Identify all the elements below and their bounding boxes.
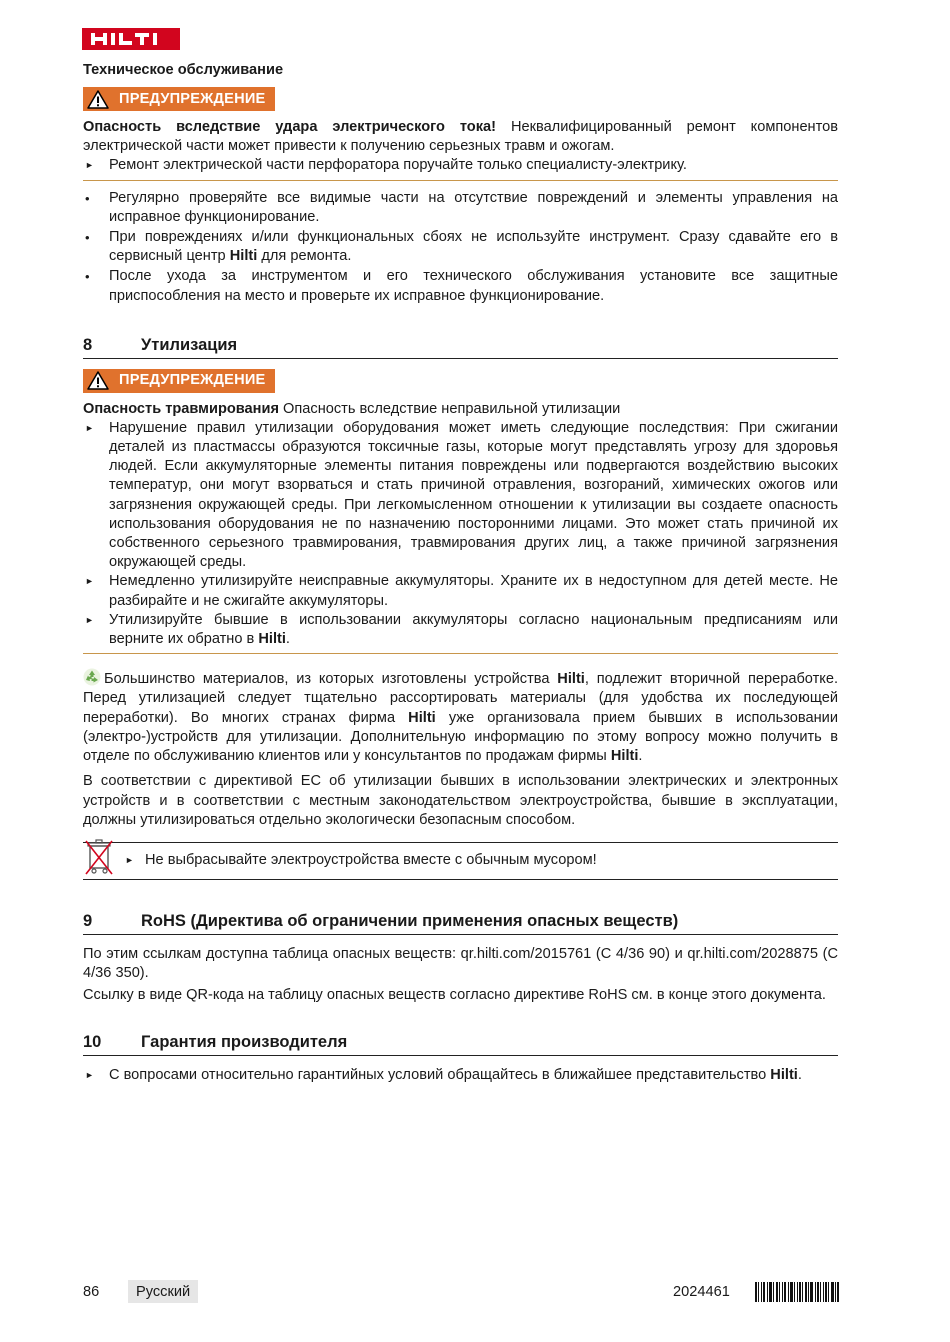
warning-badge — [83, 369, 275, 393]
rohs-links-paragraph: По этим ссылкам доступна таблица опасных веществ: qr.hilti.com/2015761 (C 4/36 90) и qr.hilti.com/2028875 (C 4/36 350). — [83, 946, 838, 982]
list-item: ► Немедленно утилизируйте неисправные аккумуляторы. Храните их в недоступном для детей месте. Не разбирайте и не сжигайте аккумуляторы. — [85, 573, 838, 609]
page-content — [83, 58, 838, 1085]
arrow-bullet-icon: ► — [85, 614, 94, 625]
page-number: 86 — [83, 1284, 100, 1300]
warning-text: Опасность вследствие неправильной утилизации — [283, 400, 621, 417]
arrow-bullet-icon: ► — [85, 160, 94, 171]
maintenance-subhead: Техническое обслуживание — [83, 62, 284, 78]
disposal-warning-block — [83, 369, 838, 654]
section-9-title: 9 RoHS (Директива об ограничении применения опасных веществ) — [83, 912, 838, 935]
electric-warning-block — [83, 87, 838, 180]
document-code: 2024461 — [673, 1284, 730, 1300]
arrow-bullet-icon: ► — [125, 855, 134, 866]
recycling-paragraph: Большинство материалов, из которых изготовлены устройства Hilti, подлежит вторичной переработке. Перед утилизацией следует тщательно рассортировать материалы (для удобства их последующей переработки). Во многих странах фирма Hilti уже организовала прием бывших в использовании (электро-)устройств для утилизации. Дополнительную информацию по этому вопросу можно получить в отделе по обслуживанию клиентов или у консультантов по продажам фирмы Hilti. — [83, 668, 838, 766]
list-item: • Регулярно проверяйте все видимые части на отсутствие повреждений и элементы управления на исправное функционирование. — [85, 189, 838, 225]
bullet-icon: • — [85, 190, 90, 206]
warning-triangle-icon — [87, 371, 109, 390]
list-item: ► Утилизируйте бывшие в использовании аккумуляторы согласно национальным предписаниям или верните их обратно в Hilti. — [85, 611, 838, 648]
recycle-icon — [83, 668, 101, 686]
waste-bin-notice — [83, 842, 838, 880]
list-item: • При повреждениях и/или функциональных сбоях не используйте инструмент. Сразу сдавайте его в сервисный центр Hilti для ремонта. — [85, 228, 838, 265]
rohs-qr-paragraph: Ссылку в виде QR-кода на таблицу опасных веществ согласно директиве RoHS см. в конце этого документа. — [83, 986, 826, 1003]
warning-badge — [83, 87, 275, 111]
warning-title: Опасность вследствие удара электрического тока! — [83, 118, 497, 135]
list-item: ► Нарушение правил утилизации оборудования может иметь следующие последствия: При сжигании деталей из пластмассы образуются токсичные газы, которые могут представлять угрозу для здоровья людей. Если аккумуляторные элементы питания повреждены или подвергаются воздействию высоких температур, они могут взорваться и стать причиной отравления, возгораний, химических ожогов или загрязнения окружающей среды. При легкомысленном отношении к утилизации вы создаете опасность использования оборудования не по назначению посторонними лицами. Это может стать причиной их собственного серьезного травмирования, травмирования других лиц, а также причиной загрязнения окружающей среды. — [85, 419, 838, 571]
list-item: • После ухода за инструментом и его технического обслуживания установите все защитные приспособления на место и проверьте их исправное функционирование. — [85, 268, 838, 304]
list-item: ► Ремонт электрической части перфоратора поручайте только специалисту-электрику. — [83, 156, 838, 175]
section-10-title: 10 Гарантия производителя — [83, 1033, 838, 1056]
warning-text: Неквалифицированный ремонт компонентов электрической части может привести к получению серьезных травм и ожогам. — [83, 118, 839, 155]
bullet-icon: • — [85, 229, 90, 245]
bullet-icon: • — [85, 269, 90, 285]
directive-paragraph: В соответствии с директивой ЕС об утилизации бывших в использовании электрических и электронных устройств и в соответствии с местным законодательством электроустройства, бывшие в эксплуатации, должны утилизироваться отдельно экологически безопасным способом. — [83, 773, 838, 828]
language-label: Русский — [128, 1280, 198, 1303]
warning-label: ПРЕДУПРЕЖДЕНИЕ — [119, 90, 266, 107]
warning-title: Опасность травмирования — [83, 400, 279, 417]
arrow-bullet-icon: ► — [85, 576, 94, 587]
barcode-icon — [755, 1282, 839, 1302]
section-8-title: 8 Утилизация — [83, 336, 838, 359]
list-item: ► С вопросами относительно гарантийных условий обращайтесь в ближайшее представительство Hilti. — [83, 1066, 838, 1085]
hilti-logo — [82, 28, 180, 50]
list-item: ► Не выбрасывайте электроустройства вместе с обычным мусором! — [123, 851, 597, 870]
arrow-bullet-icon: ► — [85, 1069, 94, 1080]
warning-label: ПРЕДУПРЕЖДЕНИЕ — [119, 372, 266, 389]
crossed-bin-icon — [83, 838, 123, 884]
page-footer — [83, 1280, 838, 1306]
arrow-bullet-icon: ► — [85, 422, 94, 433]
warning-triangle-icon — [87, 90, 109, 109]
maintenance-bullets — [83, 189, 838, 306]
